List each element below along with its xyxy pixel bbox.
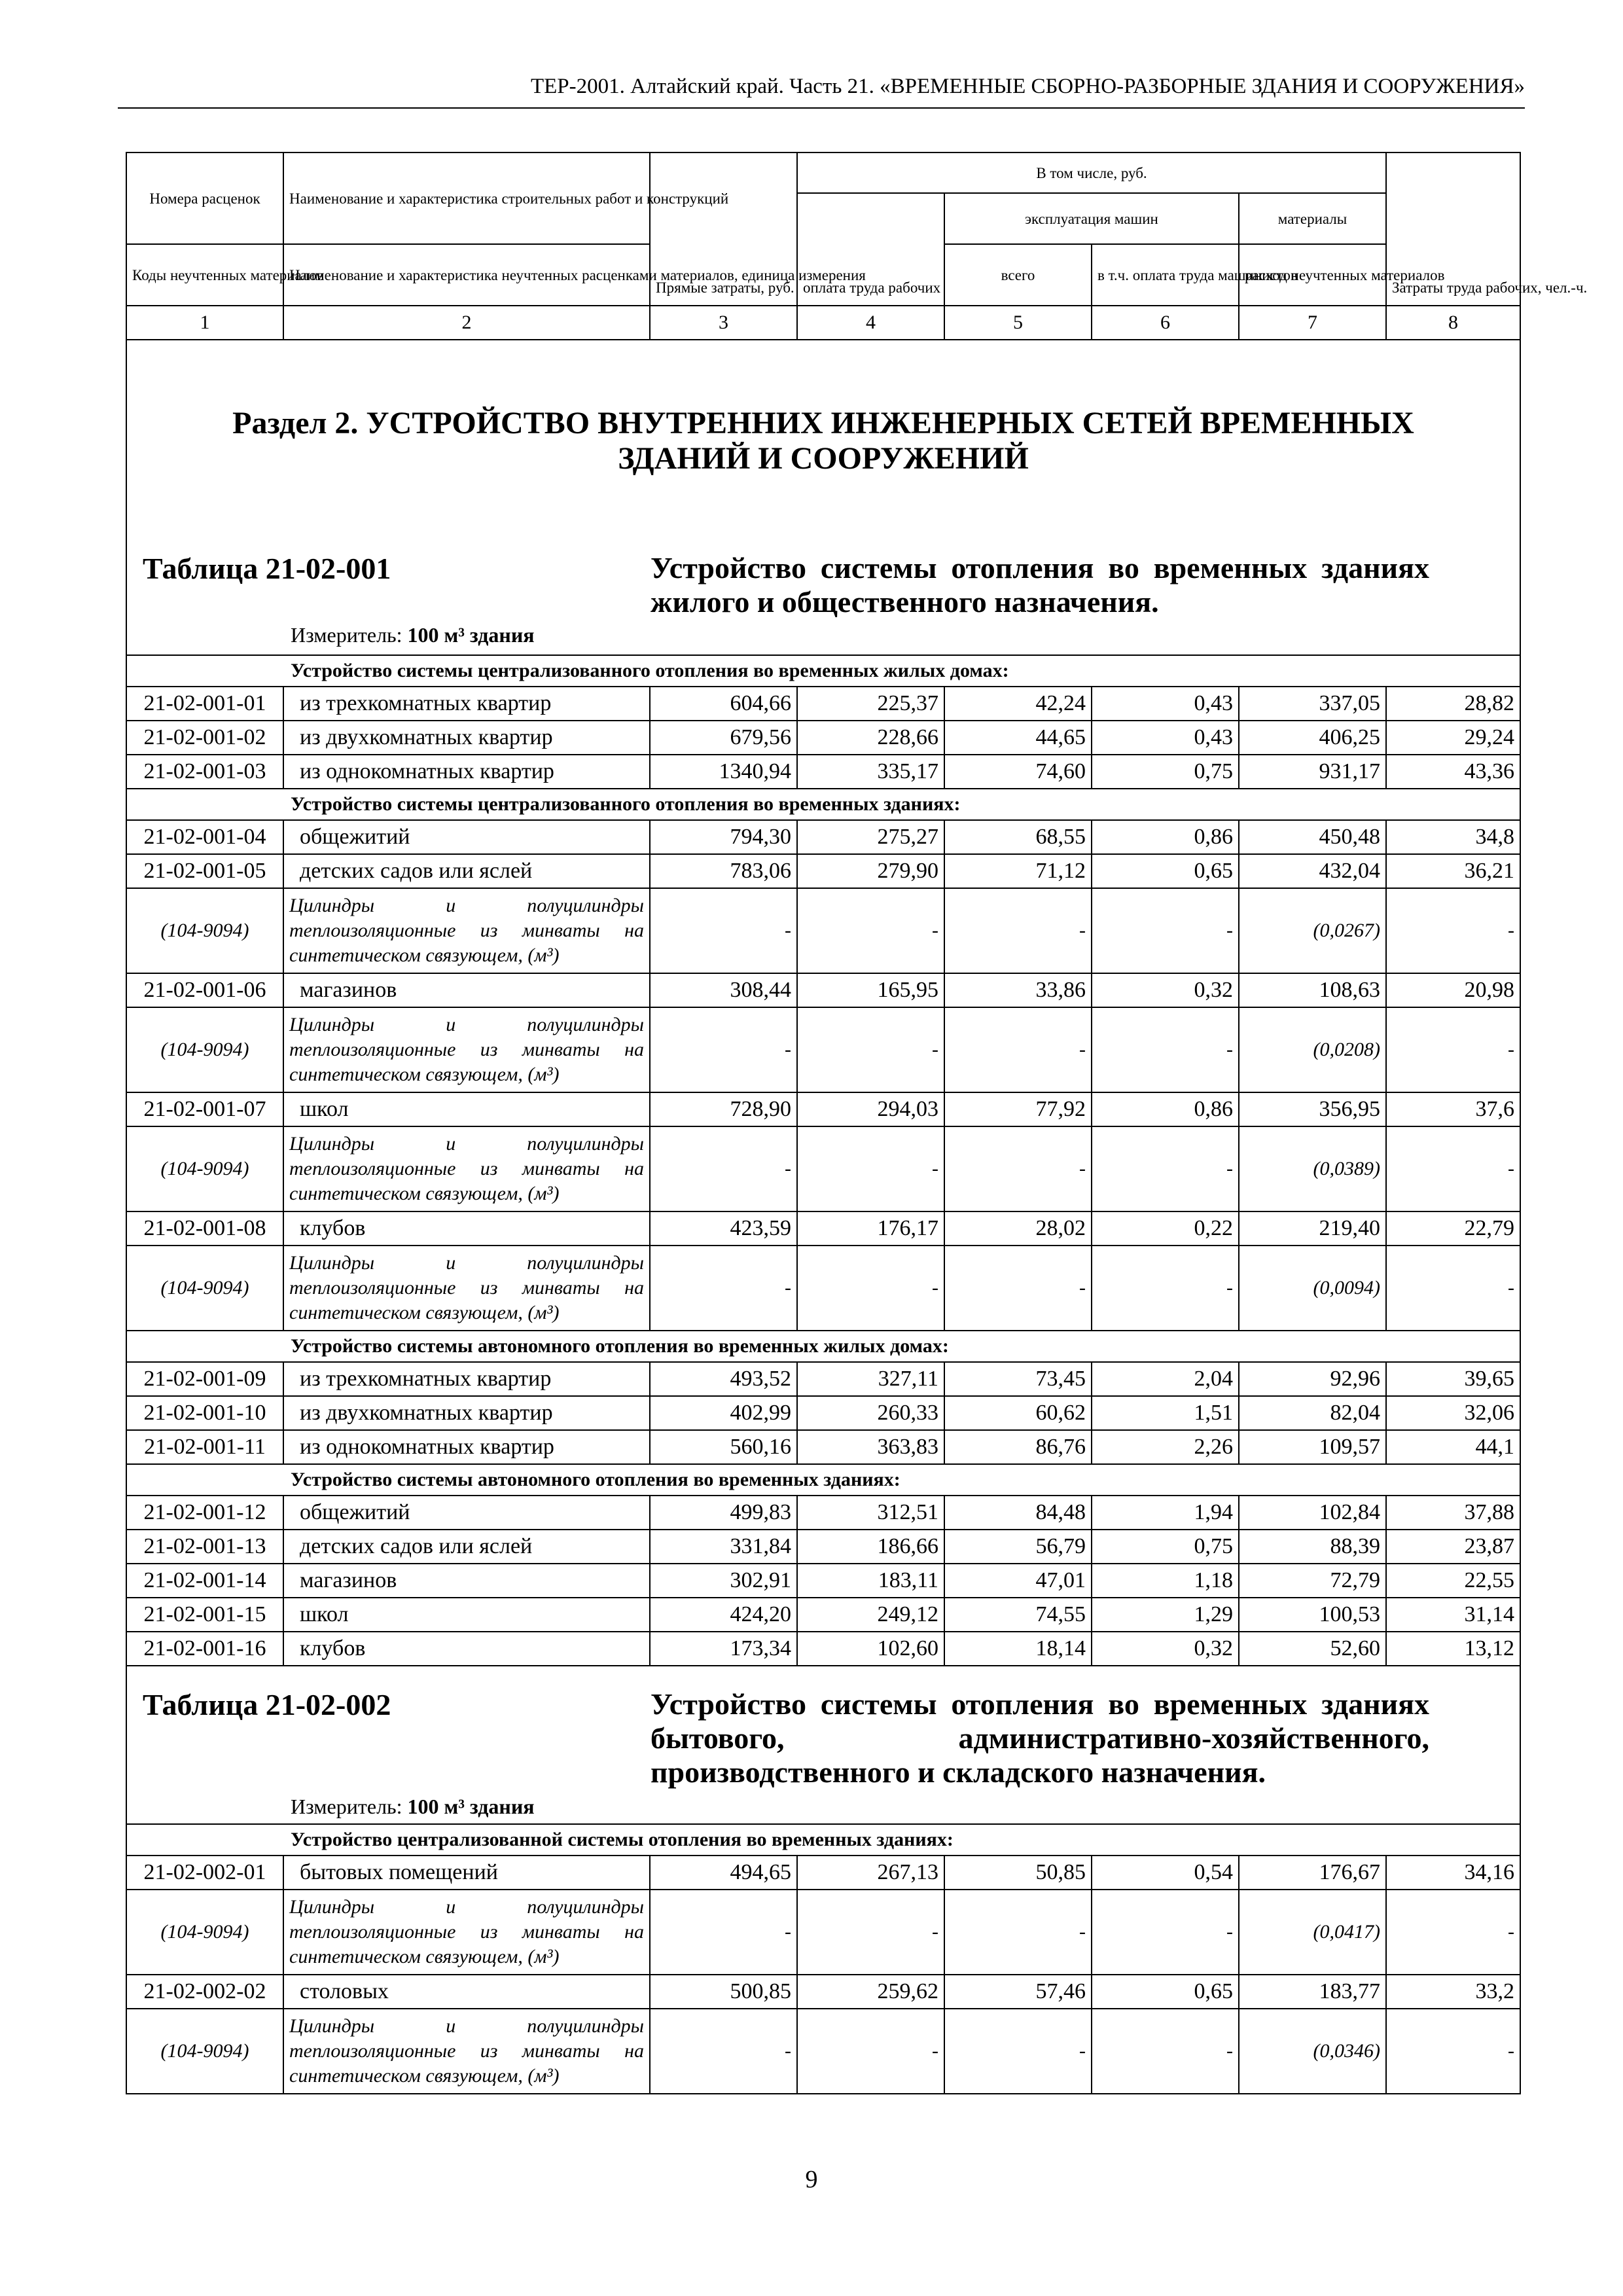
header-col6: в т.ч. оплата труда машинистов — [1092, 244, 1239, 306]
table2-title: Устройство системы отопления во временных зданиях бытового, административно-хозяйственного, производственного и складского назначения. — [651, 1687, 1429, 1789]
table-cell: 406,25 — [1239, 721, 1386, 755]
table-cell: Устройство системы централизованного отопления во временных жилых домах: — [126, 655, 1520, 687]
table-cell: - — [1092, 1126, 1239, 1211]
table-cell: - — [1092, 1007, 1239, 1092]
table-cell: 173,34 — [650, 1632, 797, 1666]
table-cell: 728,90 — [650, 1092, 797, 1126]
col-number: 6 — [1092, 306, 1239, 340]
table-cell: 0,65 — [1092, 1975, 1239, 2009]
table-cell: Устройство системы централизованного отопления во временных зданиях: — [126, 789, 1520, 820]
meter-value: 100 м³ здания — [407, 623, 535, 647]
table-cell: 604,66 — [650, 687, 797, 721]
table-cell: 21-02-001-10 — [126, 1396, 283, 1430]
table2-meter — [291, 1795, 535, 1819]
table-cell: 77,92 — [944, 1092, 1092, 1126]
table-cell: из трехкомнатных квартир — [283, 1362, 650, 1396]
table-cell: - — [797, 2009, 944, 2094]
table-cell: 294,03 — [797, 1092, 944, 1126]
header-col5: всего — [944, 244, 1092, 306]
table-cell: (0,0094) — [1239, 1246, 1386, 1331]
header-col2-top: Наименование и характеристика строительных работ и конструкций — [283, 152, 650, 244]
header-col1-top: Номера расценок — [126, 152, 283, 244]
table2-title-block — [126, 1666, 1520, 1824]
table-cell: 679,56 — [650, 721, 797, 755]
table-cell: (104-9094) — [126, 1246, 283, 1331]
table-cell: 0,75 — [1092, 1530, 1239, 1564]
table-cell: 783,06 — [650, 854, 797, 888]
table-cell: 33,2 — [1386, 1975, 1520, 2009]
table-cell: 57,46 — [944, 1975, 1092, 2009]
table-cell: 13,12 — [1386, 1632, 1520, 1666]
table-cell: детских садов или яслей — [283, 1530, 650, 1564]
table-cell: (0,0389) — [1239, 1126, 1386, 1211]
table-cell: 21-02-001-04 — [126, 820, 283, 854]
table-cell: клубов — [283, 1211, 650, 1246]
table-cell: - — [650, 2009, 797, 2094]
table-cell: 86,76 — [944, 1430, 1092, 1464]
table-cell: 36,21 — [1386, 854, 1520, 888]
table-cell: 33,86 — [944, 973, 1092, 1007]
table-cell: 21-02-001-08 — [126, 1211, 283, 1246]
table-cell: 275,27 — [797, 820, 944, 854]
table-cell: 308,44 — [650, 973, 797, 1007]
header-col1-bottom: Коды неучтенных материалов — [126, 244, 283, 306]
table-cell: 794,30 — [650, 820, 797, 854]
table-cell: 29,24 — [1386, 721, 1520, 755]
table-cell: 225,37 — [797, 687, 944, 721]
table-cell: - — [1386, 1007, 1520, 1092]
table-cell: 109,57 — [1239, 1430, 1386, 1464]
page-number: 9 — [805, 2166, 818, 2193]
table-cell: Устройство централизованной системы отопления во временных зданиях: — [126, 1824, 1520, 1856]
table-cell: бытовых помещений — [283, 1856, 650, 1890]
table-cell: - — [944, 1246, 1092, 1331]
table-row — [126, 687, 1520, 721]
meter-label: Измеритель: — [291, 1795, 402, 1818]
table-cell: 34,16 — [1386, 1856, 1520, 1890]
table-cell: - — [650, 1246, 797, 1331]
table-cell: 21-02-001-09 — [126, 1362, 283, 1396]
table-cell: - — [797, 1246, 944, 1331]
table-cell: общежитий — [283, 820, 650, 854]
table-cell: 2,26 — [1092, 1430, 1239, 1464]
table-cell: Устройство системы автономного отопления во временных зданиях: — [126, 1464, 1520, 1496]
table-cell: 0,22 — [1092, 1211, 1239, 1246]
table-cell: 267,13 — [797, 1856, 944, 1890]
table-cell: 60,62 — [944, 1396, 1092, 1430]
column-numbers — [126, 306, 1520, 340]
group-header — [126, 1331, 1520, 1362]
table-cell: (0,0346) — [1239, 2009, 1386, 2094]
table-row — [126, 1598, 1520, 1632]
table-cell: 21-02-001-06 — [126, 973, 283, 1007]
material-row — [126, 888, 1520, 973]
table-cell: 21-02-001-16 — [126, 1632, 283, 1666]
table-row — [126, 1211, 1520, 1246]
col-number: 4 — [797, 306, 944, 340]
table-row — [126, 1430, 1520, 1464]
table-cell: столовых — [283, 1975, 650, 2009]
table-cell: Цилиндры и полуцилиндры теплоизоляционные из минваты на синтетическом связующем, (м³) — [283, 1126, 650, 1211]
table-cell: - — [1092, 1246, 1239, 1331]
table-cell: 302,91 — [650, 1564, 797, 1598]
table-cell: 2,04 — [1092, 1362, 1239, 1396]
table-cell — [126, 340, 1520, 655]
table-cell: - — [1092, 1890, 1239, 1975]
col-number: 1 — [126, 306, 283, 340]
col-number: 5 — [944, 306, 1092, 340]
table-cell: 186,66 — [797, 1530, 944, 1564]
table-cell: из двухкомнатных квартир — [283, 721, 650, 755]
table-cell: 1,94 — [1092, 1496, 1239, 1530]
table-cell: - — [944, 1890, 1092, 1975]
table-cell: 42,24 — [944, 687, 1092, 721]
material-row — [126, 1126, 1520, 1211]
table-cell: 499,83 — [650, 1496, 797, 1530]
table-cell: из двухкомнатных квартир — [283, 1396, 650, 1430]
table-row — [126, 1092, 1520, 1126]
table-cell: 71,12 — [944, 854, 1092, 888]
table-cell: школ — [283, 1598, 650, 1632]
col-number: 3 — [650, 306, 797, 340]
col-number: 2 — [283, 306, 650, 340]
group-header — [126, 1824, 1520, 1856]
table-cell: (0,0417) — [1239, 1890, 1386, 1975]
header-col2-bottom: Наименование и характеристика неучтенных расценками материалов, единица измерения — [283, 244, 650, 306]
table-cell: 260,33 — [797, 1396, 944, 1430]
table-cell: 43,36 — [1386, 755, 1520, 789]
table-cell: 312,51 — [797, 1496, 944, 1530]
table-cell: 21-02-001-01 — [126, 687, 283, 721]
table-cell: 335,17 — [797, 755, 944, 789]
table-cell: 21-02-001-14 — [126, 1564, 283, 1598]
table-cell: Цилиндры и полуцилиндры теплоизоляционные из минваты на синтетическом связующем, (м³) — [283, 1890, 650, 1975]
table-cell: 176,17 — [797, 1211, 944, 1246]
table-cell: 0,43 — [1092, 687, 1239, 721]
table-cell: - — [944, 1007, 1092, 1092]
table-cell: - — [650, 1007, 797, 1092]
table-cell: 249,12 — [797, 1598, 944, 1632]
table-cell — [126, 1666, 1520, 1824]
table-cell: 102,60 — [797, 1632, 944, 1666]
table-cell: 363,83 — [797, 1430, 944, 1464]
group-header — [126, 789, 1520, 820]
table-cell: 31,14 — [1386, 1598, 1520, 1632]
table-row — [126, 1396, 1520, 1430]
table-cell: школ — [283, 1092, 650, 1126]
table-cell: из трехкомнатных квартир — [283, 687, 650, 721]
table-cell: 44,65 — [944, 721, 1092, 755]
table-cell: 18,14 — [944, 1632, 1092, 1666]
header-row-1 — [126, 152, 1520, 193]
table-cell: 20,98 — [1386, 973, 1520, 1007]
table-cell: 1,18 — [1092, 1564, 1239, 1598]
table-cell: 84,48 — [944, 1496, 1092, 1530]
table-cell: (104-9094) — [126, 1007, 283, 1092]
table-cell: - — [797, 1007, 944, 1092]
table-row — [126, 854, 1520, 888]
table-cell: - — [650, 1126, 797, 1211]
table-cell: 50,85 — [944, 1856, 1092, 1890]
running-head: ТЕР-2001. Алтайский край. Часть 21. «ВРЕМЕННЫЕ СБОРНО-РАЗБОРНЫЕ ЗДАНИЯ И СООРУЖЕНИЯ» — [118, 73, 1525, 109]
table-row — [126, 755, 1520, 789]
table-row — [126, 820, 1520, 854]
table-row — [126, 1632, 1520, 1666]
table-cell: 21-02-001-02 — [126, 721, 283, 755]
table-cell: 0,43 — [1092, 721, 1239, 755]
table-cell: из однокомнатных квартир — [283, 1430, 650, 1464]
header-materials: материалы — [1239, 193, 1386, 244]
table-cell: (0,0267) — [1239, 888, 1386, 973]
material-row — [126, 2009, 1520, 2094]
table-cell: - — [650, 888, 797, 973]
table-cell: (104-9094) — [126, 1890, 283, 1975]
table-cell: магазинов — [283, 973, 650, 1007]
table-cell: - — [944, 888, 1092, 973]
table-cell: магазинов — [283, 1564, 650, 1598]
table-row — [126, 1564, 1520, 1598]
table-cell: Цилиндры и полуцилиндры теплоизоляционные из минваты на синтетическом связующем, (м³) — [283, 888, 650, 973]
table-cell: 356,95 — [1239, 1092, 1386, 1126]
header-col4: оплата труда рабочих — [797, 193, 944, 306]
table-row — [126, 1496, 1520, 1530]
table-cell: 165,95 — [797, 973, 944, 1007]
header-machines: эксплуатация машин — [944, 193, 1239, 244]
table-cell: 228,66 — [797, 721, 944, 755]
table1-number: Таблица 21-02-001 — [143, 552, 391, 585]
header-col8: Затраты труда рабочих, чел.-ч. — [1386, 152, 1520, 306]
table-cell: 327,11 — [797, 1362, 944, 1396]
table-cell: 494,65 — [650, 1856, 797, 1890]
table-cell: - — [650, 1890, 797, 1975]
table-cell: 22,79 — [1386, 1211, 1520, 1246]
table-cell: 337,05 — [1239, 687, 1386, 721]
table-cell: 28,82 — [1386, 687, 1520, 721]
table-cell: 52,60 — [1239, 1632, 1386, 1666]
table-cell: 259,62 — [797, 1975, 944, 2009]
table-cell: 0,32 — [1092, 1632, 1239, 1666]
table-cell: - — [1386, 1126, 1520, 1211]
table-cell: - — [1386, 1890, 1520, 1975]
table-cell: - — [1092, 2009, 1239, 2094]
table-cell: 74,60 — [944, 755, 1092, 789]
material-row — [126, 1890, 1520, 1975]
table-cell: детских садов или яслей — [283, 854, 650, 888]
table2-number: Таблица 21-02-002 — [143, 1688, 391, 1721]
material-row — [126, 1007, 1520, 1092]
table-row — [126, 973, 1520, 1007]
table-cell: 0,32 — [1092, 973, 1239, 1007]
table-cell: 402,99 — [650, 1396, 797, 1430]
table-row — [126, 1856, 1520, 1890]
table-cell: Устройство системы автономного отопления во временных жилых домах: — [126, 1331, 1520, 1362]
meter-label: Измеритель: — [291, 623, 402, 647]
table-cell: 21-02-002-01 — [126, 1856, 283, 1890]
table-cell: 102,84 — [1239, 1496, 1386, 1530]
table-cell: 424,20 — [650, 1598, 797, 1632]
table-cell: 21-02-001-13 — [126, 1530, 283, 1564]
table-cell: - — [1386, 2009, 1520, 2094]
table-cell: 450,48 — [1239, 820, 1386, 854]
table-cell: 23,87 — [1386, 1530, 1520, 1564]
table-cell: - — [1092, 888, 1239, 973]
table-cell: 21-02-001-11 — [126, 1430, 283, 1464]
table-cell: 331,84 — [650, 1530, 797, 1564]
table-cell: клубов — [283, 1632, 650, 1666]
table-cell: (104-9094) — [126, 2009, 283, 2094]
header-incl: В том числе, руб. — [797, 152, 1386, 193]
table-cell: 74,55 — [944, 1598, 1092, 1632]
table-cell: 39,65 — [1386, 1362, 1520, 1396]
table-cell: 21-02-001-15 — [126, 1598, 283, 1632]
table-cell: - — [1386, 888, 1520, 973]
table-cell: - — [944, 2009, 1092, 2094]
table-cell: 34,8 — [1386, 820, 1520, 854]
table-cell: 73,45 — [944, 1362, 1092, 1396]
table-cell: 28,02 — [944, 1211, 1092, 1246]
table-cell: 37,88 — [1386, 1496, 1520, 1530]
table-cell: 72,79 — [1239, 1564, 1386, 1598]
table-cell: из однокомнатных квартир — [283, 755, 650, 789]
table-cell: 32,06 — [1386, 1396, 1520, 1430]
table-cell: 423,59 — [650, 1211, 797, 1246]
table-cell: 37,6 — [1386, 1092, 1520, 1126]
table-row — [126, 1530, 1520, 1564]
table-cell: (104-9094) — [126, 888, 283, 973]
table-cell: 0,65 — [1092, 854, 1239, 888]
table-cell: 183,77 — [1239, 1975, 1386, 2009]
table-cell: 1,51 — [1092, 1396, 1239, 1430]
material-row — [126, 1246, 1520, 1331]
table-cell: общежитий — [283, 1496, 650, 1530]
table1-title: Устройство системы отопления во временных зданиях жилого и общественного назначения. — [651, 551, 1429, 619]
rates-table — [126, 152, 1588, 2094]
group-header — [126, 1464, 1520, 1496]
table-cell: 56,79 — [944, 1530, 1092, 1564]
table-cell: 500,85 — [650, 1975, 797, 2009]
table-cell: 219,40 — [1239, 1211, 1386, 1246]
table-cell: - — [797, 1126, 944, 1211]
table-cell: 44,1 — [1386, 1430, 1520, 1464]
header-col3: Прямые затраты, руб. — [650, 152, 797, 306]
table-row — [126, 1975, 1520, 2009]
table-cell: Цилиндры и полуцилиндры теплоизоляционные из минваты на синтетическом связующем, (м³) — [283, 1246, 650, 1331]
table-cell: 279,90 — [797, 854, 944, 888]
table-cell: - — [1386, 1246, 1520, 1331]
table-cell: 0,54 — [1092, 1856, 1239, 1890]
table-cell: 560,16 — [650, 1430, 797, 1464]
table-cell: 21-02-001-03 — [126, 755, 283, 789]
table-cell: - — [944, 1126, 1092, 1211]
section-title: Раздел 2. УСТРОЙСТВО ВНУТРЕННИХ ИНЖЕНЕРНЫХ СЕТЕЙ ВРЕМЕННЫХ ЗДАНИЙ И СООРУЖЕНИЙ — [232, 406, 1414, 476]
meter-value: 100 м³ здания — [407, 1795, 535, 1818]
table-cell: 47,01 — [944, 1564, 1092, 1598]
table-cell: 0,86 — [1092, 1092, 1239, 1126]
table-cell: 22,55 — [1386, 1564, 1520, 1598]
table-cell: 92,96 — [1239, 1362, 1386, 1396]
table-row — [126, 721, 1520, 755]
table1-meter — [291, 623, 535, 647]
col-number: 7 — [1239, 306, 1386, 340]
table-cell: 108,63 — [1239, 973, 1386, 1007]
table-cell: 21-02-002-02 — [126, 1975, 283, 2009]
table-cell: 21-02-001-12 — [126, 1496, 283, 1530]
table-cell: 88,39 — [1239, 1530, 1386, 1564]
col-number: 8 — [1386, 306, 1520, 340]
header-col7: расход неучтенных материалов — [1239, 244, 1386, 306]
table-cell: 493,52 — [650, 1362, 797, 1396]
table-cell: 68,55 — [944, 820, 1092, 854]
table-cell: 931,17 — [1239, 755, 1386, 789]
table-cell: 176,67 — [1239, 1856, 1386, 1890]
table-cell: Цилиндры и полуцилиндры теплоизоляционные из минваты на синтетическом связующем, (м³) — [283, 1007, 650, 1092]
table-cell: 183,11 — [797, 1564, 944, 1598]
section-block — [126, 340, 1520, 655]
table-cell: Цилиндры и полуцилиндры теплоизоляционные из минваты на синтетическом связующем, (м³) — [283, 2009, 650, 2094]
table-cell: 0,75 — [1092, 755, 1239, 789]
table-cell: 432,04 — [1239, 854, 1386, 888]
table-cell: - — [797, 888, 944, 973]
table-cell: 21-02-001-05 — [126, 854, 283, 888]
table-cell: 0,86 — [1092, 820, 1239, 854]
table-cell: (104-9094) — [126, 1126, 283, 1211]
table-cell: 82,04 — [1239, 1396, 1386, 1430]
table-row — [126, 1362, 1520, 1396]
group-header — [126, 655, 1520, 687]
table-cell: 1,29 — [1092, 1598, 1239, 1632]
table-cell: - — [797, 1890, 944, 1975]
table-cell: 100,53 — [1239, 1598, 1386, 1632]
table-cell: 1340,94 — [650, 755, 797, 789]
table-cell: 21-02-001-07 — [126, 1092, 283, 1126]
table-cell: (0,0208) — [1239, 1007, 1386, 1092]
